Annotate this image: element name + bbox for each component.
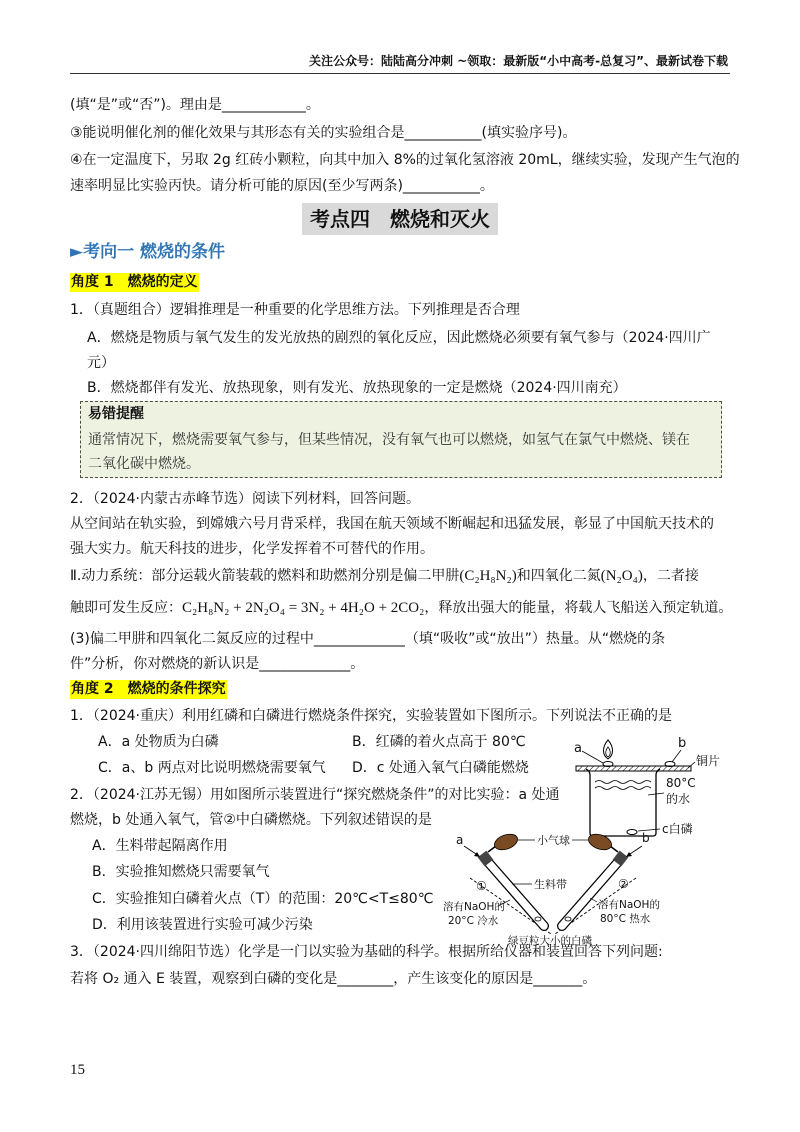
question-stem: 2．（2024·内蒙古赤峰节选）阅读下列材料，回答问题。 [70,491,420,507]
section-title: 考点四 燃烧和灭火 [302,203,498,235]
label-tube-1: ① [476,879,487,893]
label-water: 的水 [666,792,691,806]
question-stem: 3．（2024·四川绵阳节选）化学是一门以实验为基础的科学。根据所给仪器和装置回答下列问题: [70,944,663,960]
beaker [586,769,660,836]
water-surface [595,781,651,784]
option-d: D．利用该装置进行实验可减少污染 [92,917,313,933]
option-a: A．生料带起隔离作用 [92,838,228,854]
formula-n2o4: (N₂O₄) [600,568,643,584]
reaction-prefix: 触即可发生反应： [70,600,182,616]
power-text: ，二者接 [642,568,699,584]
balloon-left-icon [492,831,519,852]
option-b: B．红磷的着火点高于 80℃ [352,734,526,750]
question-stem-continued: 燃烧，b 处通入氧气，管②中白磷燃烧。下列叙述错误的是 [70,812,432,828]
leader-a [582,751,603,763]
label-c-white-phosphorus: c白磷 [662,822,693,836]
chemical-equation: C₂H₈N₂ + 2N₂O₄ = 3N₂ + 4H₂O + 2CO₂ [182,600,425,616]
label-b: b [678,736,687,751]
stopper-left [482,854,489,863]
figure-v-tube-apparatus [440,828,665,950]
label-temperature: 80°C [666,776,696,790]
direction-heading [70,241,225,263]
option-b: B．实验推知燃烧只需要氧气 [92,864,270,880]
sub-question: (3)偏二甲肼和四氧化二氮反应的过程中_____________（填“吸收”或“放出”）热量。从“燃烧的条 [70,631,666,647]
fill-in-question: 若将 O₂ 通入 E 装置，观察到白磷的变化是________，产生该变化的原因是_______。 [70,971,597,987]
reaction-suffix: ，释放出强大的能量，将载人飞船送入预定轨道。 [424,600,733,616]
question-stem: 1．（2024·重庆）利用红磷和白磷进行燃烧条件探究，实验装置如下图所示。下列说法不正确的是 [70,708,672,724]
option-a: A．燃烧是物质与氧气发生的发光放热的剧烈的氧化反应，因此燃烧必须要有氧气参与（2024·四川广 [87,330,711,346]
page-number: 15 [70,1062,85,1078]
power-text: Ⅱ.动力系统：部分运载火箭装载的燃料和助燃剂分别是偏二甲肼 [70,568,460,584]
water-surface [595,787,651,790]
option-b: B．燃烧都伴有发光、放热现象，则有发光、放热现象的一定是燃烧（2024·四川南充） [87,380,627,396]
stopper-right [617,854,624,863]
label-left-temperature: 20°C 冷水 [448,915,499,927]
prev-question-line: (填“是”或“否”)。理由是____________。 [70,97,320,113]
tip-title: 易错提醒 [88,406,144,422]
white-phosphorus-right [565,917,571,921]
question-stem: 1．（真题组合）逻辑推理是一种重要的化学思维方法。下列推理是否合理 [70,302,520,318]
figure-beaker-copper-sheet [568,735,733,840]
power-text: 和四氧化二氮 [516,568,601,584]
label-left-solution: 溶有NaOH的 [443,901,505,913]
tip-box [80,401,722,478]
power-system-line [70,564,699,588]
tip-line: 二氧化碳中燃烧。 [88,456,200,472]
header-divider [70,73,730,74]
prev-question-line: ③能说明催化剂的催化效果与其形态有关的实验组合是___________(填实验序号)。 [70,125,577,141]
label-right-solution: 溶有NaOH的 [598,899,660,911]
sub-question: 件”分析，你对燃烧的新认识是_____________。 [70,656,365,672]
option-a: A．a 处物质为白磷 [98,734,219,750]
header-notice: 关注公众号：陆陆高分冲刺 ~领取：最新版“小中高考-总复习”、最新试卷下载 [309,54,728,68]
option-d: D．c 处通入氧气白磷能燃烧 [352,760,529,776]
copper-sheet [576,766,691,771]
label-a: a [574,741,582,756]
flame-icon [604,740,613,759]
label-a: a [456,833,464,847]
balloon-right-icon [586,831,613,852]
option-a-continued: 元） [87,355,115,371]
white-phosphorus-left [535,917,541,921]
direction-title: 考向一 燃烧的条件 [83,242,225,262]
option-c: C．实验推知白磷着火点（T）的范围：20℃<T≤80℃ [92,891,434,907]
reaction-line [70,596,732,620]
question-stem: 2．（2024·江苏无锡）用如图所示装置进行“探究燃烧条件”的对比实验：a 处通 [70,787,560,803]
label-right-temperature: 80°C 热水 [600,913,651,925]
tip-line: 通常情况下，燃烧需要氧气参与，但某些情况，没有氧气也可以燃烧，如氢气在氯气中燃烧、镁在 [88,432,690,448]
label-copper-sheet: 铜片 [696,754,721,768]
label-white-phosphorus: 绿豆粒大小的白磷 [508,935,592,947]
label-b: b [642,831,650,845]
formula-udmh: (C₂H₈N₂) [459,568,517,584]
label-tape: 生料带 [534,878,567,891]
triangle-marker-icon: ► [70,242,84,262]
option-c: C．a、b 两点对比说明燃烧需要氧气 [98,760,326,776]
material-paragraph: 从空间站在轨实验，到嫦娥六号月背采样，我国在航天领域不断崛起和迅猛发展，彰显了中国航天技术的 [70,516,714,532]
angle-heading: 角度 2 燃烧的条件探究 [71,681,226,697]
prev-question-line: 速率明显比实验丙快。请分析可能的原因(至少写两条)___________。 [70,178,494,194]
material-paragraph: 强大实力。航天科技的进步，化学发挥着不可替代的作用。 [70,541,434,557]
prev-question-line: ④在一定温度下，另取 2g 红砖小颗粒，向其中加入 8%的过氧化氢溶液 20mL，继续实验，发现产生气泡的 [70,152,740,168]
leader-b [672,750,681,762]
label-balloon: 小气球 [537,834,570,847]
angle-heading: 角度 1 燃烧的定义 [71,274,198,290]
label-tube-2: ② [618,877,629,891]
